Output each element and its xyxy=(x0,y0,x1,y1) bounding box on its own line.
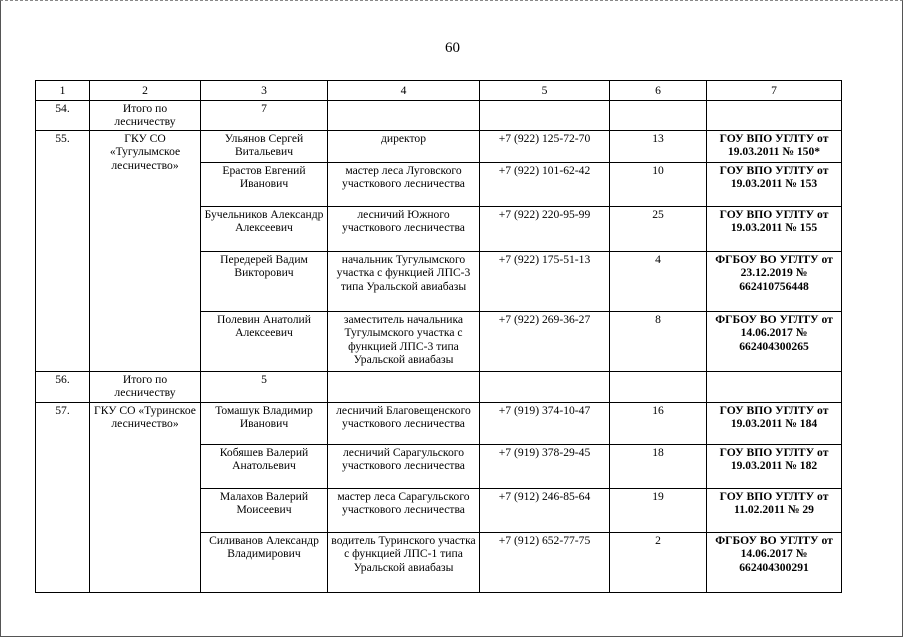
employee-name: Томашук Владимир Иванович xyxy=(201,403,328,445)
employee-position: начальник Тугулымского участка с функцией ЛПС-3 типа Уральской авиабазы xyxy=(328,252,480,312)
employee-certificate: ФГБОУ ВО УГЛТУ от 23.12.2019 № 662410756448 xyxy=(707,252,842,312)
column-header: 7 xyxy=(707,81,842,101)
staff-table xyxy=(35,80,842,593)
column-header: 5 xyxy=(480,81,610,101)
employee-phone: +7 (912) 652-77-75 xyxy=(480,533,610,593)
empty-cell xyxy=(610,372,707,403)
row-number: 54. xyxy=(36,101,90,131)
employee-name: Ерастов Евгений Иванович xyxy=(201,163,328,207)
total-row xyxy=(36,372,842,403)
employee-position: мастер леса Луговского участкового лесничества xyxy=(328,163,480,207)
employee-name: Ульянов Сергей Витальевич xyxy=(201,131,328,163)
employee-certificate: ГОУ ВПО УГЛТУ от 11.02.2011 № 29 xyxy=(707,489,842,533)
total-count: 5 xyxy=(201,372,328,403)
employee-experience: 16 xyxy=(610,403,707,445)
row-number: 57. xyxy=(36,403,90,593)
column-header: 4 xyxy=(328,81,480,101)
page-number: 60 xyxy=(445,40,460,56)
employee-name: Силиванов Александр Владимирович xyxy=(201,533,328,593)
employee-name: Малахов Валерий Моисеевич xyxy=(201,489,328,533)
employee-phone: +7 (922) 101-62-42 xyxy=(480,163,610,207)
row-number: 55. xyxy=(36,131,90,372)
empty-cell xyxy=(328,372,480,403)
employee-position: лесничий Благовещенского участкового лесничества xyxy=(328,403,480,445)
employee-certificate: ФГБОУ ВО УГЛТУ от 14.06.2017 № 662404300265 xyxy=(707,312,842,372)
organization-name: ГКУ СО «Туринское лесничество» xyxy=(90,403,201,593)
empty-cell xyxy=(707,372,842,403)
employee-certificate: ГОУ ВПО УГЛТУ от 19.03.2011 № 184 xyxy=(707,403,842,445)
row-number: 56. xyxy=(36,372,90,403)
employee-experience: 13 xyxy=(610,131,707,163)
employee-name: Передерей Вадим Викторович xyxy=(201,252,328,312)
employee-phone: +7 (922) 269-36-27 xyxy=(480,312,610,372)
employee-experience: 8 xyxy=(610,312,707,372)
empty-cell xyxy=(610,101,707,131)
employee-experience: 4 xyxy=(610,252,707,312)
employee-experience: 10 xyxy=(610,163,707,207)
employee-position: мастер леса Сарагульского участкового лесничества xyxy=(328,489,480,533)
employee-phone: +7 (922) 175-51-13 xyxy=(480,252,610,312)
employee-certificate: ГОУ ВПО УГЛТУ от 19.03.2011 № 150* xyxy=(707,131,842,163)
empty-cell xyxy=(328,101,480,131)
empty-cell xyxy=(707,101,842,131)
empty-cell xyxy=(480,101,610,131)
employee-position: водитель Туринского участка с функцией ЛПС-1 типа Уральской авиабазы xyxy=(328,533,480,593)
column-header: 1 xyxy=(36,81,90,101)
header-row xyxy=(36,81,842,101)
employee-phone: +7 (922) 220-95-99 xyxy=(480,207,610,252)
table-row xyxy=(36,403,842,445)
employee-position: заместитель начальника Тугулымского участка с функцией ЛПС-3 типа Уральской авиабазы xyxy=(328,312,480,372)
employee-certificate: ГОУ ВПО УГЛТУ от 19.03.2011 № 182 xyxy=(707,445,842,489)
employee-certificate: ГОУ ВПО УГЛТУ от 19.03.2011 № 155 xyxy=(707,207,842,252)
employee-position: директор xyxy=(328,131,480,163)
employee-phone: +7 (919) 378-29-45 xyxy=(480,445,610,489)
employee-phone: +7 (919) 374-10-47 xyxy=(480,403,610,445)
employee-experience: 19 xyxy=(610,489,707,533)
employee-phone: +7 (912) 246-85-64 xyxy=(480,489,610,533)
employee-position: лесничий Сарагульского участкового лесничества xyxy=(328,445,480,489)
employee-certificate: ГОУ ВПО УГЛТУ от 19.03.2011 № 153 xyxy=(707,163,842,207)
employee-experience: 18 xyxy=(610,445,707,489)
column-header: 6 xyxy=(610,81,707,101)
total-label: Итого по лесничеству xyxy=(90,101,201,131)
total-count: 7 xyxy=(201,101,328,131)
employee-name: Кобяшев Валерий Анатольевич xyxy=(201,445,328,489)
employee-phone: +7 (922) 125-72-70 xyxy=(480,131,610,163)
total-row xyxy=(36,101,842,131)
employee-position: лесничий Южного участкового лесничества xyxy=(328,207,480,252)
employee-name: Полевин Анатолий Алексеевич xyxy=(201,312,328,372)
column-header: 2 xyxy=(90,81,201,101)
employee-experience: 2 xyxy=(610,533,707,593)
employee-experience: 25 xyxy=(610,207,707,252)
column-header: 3 xyxy=(201,81,328,101)
employee-name: Бучельников Александр Алексеевич xyxy=(201,207,328,252)
organization-name: ГКУ СО «Тугулымское лесничество» xyxy=(90,131,201,372)
total-label: Итого по лесничеству xyxy=(90,372,201,403)
empty-cell xyxy=(480,372,610,403)
table-row xyxy=(36,131,842,163)
employee-certificate: ФГБОУ ВО УГЛТУ от 14.06.2017 № 662404300291 xyxy=(707,533,842,593)
